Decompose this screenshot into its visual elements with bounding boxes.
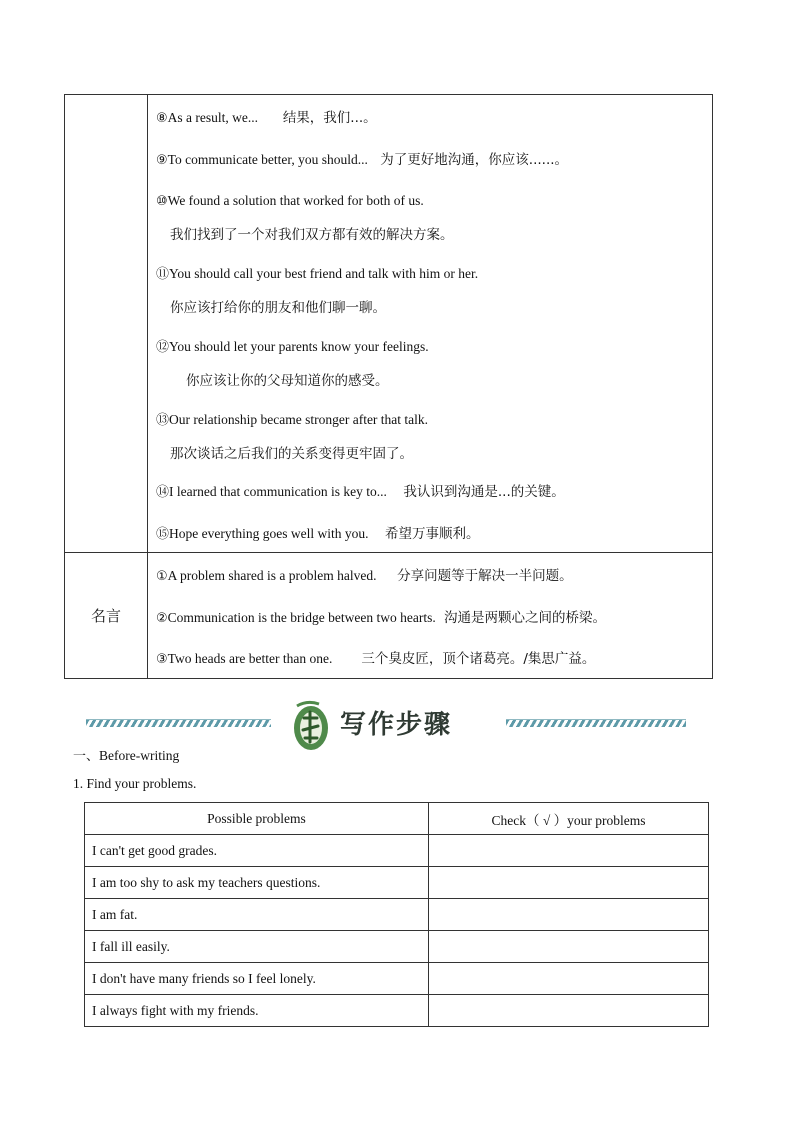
problem-cell: I can't get good grades.	[85, 835, 429, 867]
sentence-11-en: ⑪You should call your best friend and talk with him or her.	[156, 266, 479, 282]
problems-header-col1: Possible problems	[85, 803, 429, 835]
table-row	[85, 867, 709, 899]
quote-2: ②Communication is the bridge between two hearts. 沟通是两颗心之间的桥梁。	[156, 610, 606, 626]
banner-title: 写作步骤	[340, 710, 453, 740]
check-cell[interactable]	[429, 867, 709, 899]
sentence-10-zh: 我们找到了一个对我们双方都有效的解决方案。	[170, 227, 454, 243]
banner-stripe-right	[506, 719, 686, 727]
table-row	[85, 931, 709, 963]
problem-cell: I am too shy to ask my teachers questions.	[85, 867, 429, 899]
check-cell[interactable]	[429, 995, 709, 1027]
check-cell[interactable]	[429, 899, 709, 931]
quote-1: ①A problem shared is a problem halved. 分享问题等于解决一半问题。	[156, 568, 573, 584]
sentence-12-zh: 你应该让你的父母知道你的感受。	[186, 373, 389, 389]
check-cell[interactable]	[429, 931, 709, 963]
problems-table	[84, 802, 709, 1027]
check-cell[interactable]	[429, 835, 709, 867]
quote-3: ③Two heads are better than one. 三个臭皮匠，顶个诸葛亮。/集思广益。	[156, 651, 596, 667]
sentences-table	[64, 94, 713, 679]
sentence-13-zh: 那次谈话之后我们的关系变得更牢固了。	[170, 446, 413, 462]
quotes-cell	[148, 553, 713, 679]
sentence-14: ⑭I learned that communication is key to... 我认识到沟通是...的关键。	[156, 484, 565, 500]
problems-header-col2: Check（ √ ）your problems	[429, 803, 709, 835]
table-row	[85, 899, 709, 931]
problem-cell: I am fat.	[85, 899, 429, 931]
problem-cell: I fall ill easily.	[85, 931, 429, 963]
green-circle-logo-icon	[289, 698, 333, 754]
sentences-cell	[148, 95, 713, 553]
table-row	[85, 963, 709, 995]
sentence-9: ⑨To communicate better, you should... 为了更好地沟通，你应该......。	[156, 152, 569, 168]
sentence-11-zh: 你应该打给你的朋友和他们聊一聊。	[170, 300, 386, 316]
problem-cell: I always fight with my friends.	[85, 995, 429, 1027]
sentence-10-en: ⑩We found a solution that worked for both of us.	[156, 193, 424, 209]
sentences-label-cell	[65, 95, 148, 553]
quotes-label: 名言	[65, 553, 148, 679]
sentence-15: ⑮Hope everything goes well with you. 希望万事顺利。	[156, 526, 480, 542]
banner-stripe-left	[86, 719, 271, 727]
sentence-13-en: ⑬Our relationship became stronger after that talk.	[156, 412, 429, 428]
step-heading: 1. Find your problems.	[73, 776, 197, 791]
table-row	[85, 995, 709, 1027]
section-heading: 一、Before-writing	[73, 748, 180, 764]
sentence-8: ⑧As a result, we... 结果，我们...。	[156, 110, 377, 126]
sentence-12-en: ⑫You should let your parents know your feelings.	[156, 339, 429, 355]
check-cell[interactable]	[429, 963, 709, 995]
table-row	[85, 835, 709, 867]
problem-cell: I don't have many friends so I feel lonely.	[85, 963, 429, 995]
